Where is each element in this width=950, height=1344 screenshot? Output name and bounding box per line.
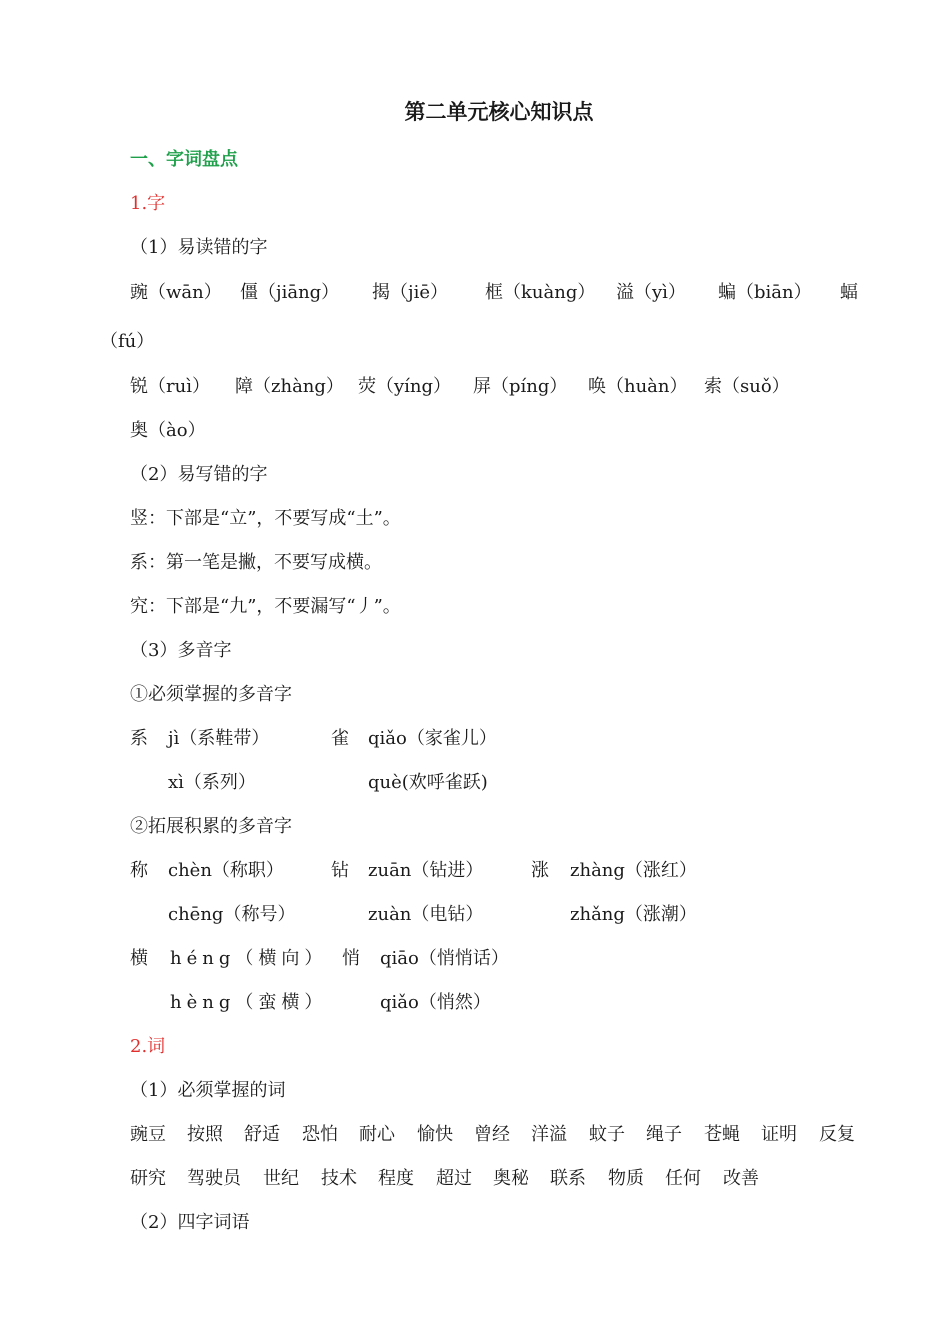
polyphone-reading: zhǎng（涨潮）: [570, 904, 697, 925]
misread-item: 框（kuàng）: [485, 282, 596, 303]
polyphone-reading: hèng（蛮横）: [170, 992, 328, 1013]
word-item: 奥秘: [493, 1168, 529, 1189]
word-item: 按照: [187, 1124, 223, 1145]
label-must-polyphones: ①必须掌握的多音字: [130, 684, 292, 705]
word-item: 苍蝇: [704, 1124, 740, 1145]
polyphone-char: 涨: [531, 860, 549, 881]
misread-item: 锐（ruì）: [130, 376, 210, 397]
polyphone-reading: héng（横向）: [170, 948, 328, 969]
page-title: 第二单元核心知识点: [404, 99, 594, 124]
misread-item: 蝠: [840, 282, 858, 303]
word-item: 恐怕: [302, 1124, 338, 1145]
miswrite-line: 究：下部是“九”，不要漏写“丿”。: [130, 596, 401, 617]
label-easy-miswrite: （2）易写错的字: [130, 464, 268, 485]
polyphone-reading: zuān（钻进）: [368, 860, 484, 881]
label-four-char-words: （2）四字词语: [130, 1212, 250, 1233]
polyphone-reading: qiǎo（悄然）: [380, 992, 491, 1013]
misread-item: 屏（píng）: [473, 376, 568, 397]
word-item: 世纪: [263, 1168, 299, 1189]
word-item: 洋溢: [531, 1124, 567, 1145]
polyphone-reading: qiāo（悄悄话）: [380, 948, 509, 969]
polyphone-reading: jì（系鞋带）: [168, 728, 270, 749]
polyphone-char: 横: [130, 948, 148, 969]
miswrite-line: 竖：下部是“立”，不要写成“土”。: [130, 508, 401, 529]
section-heading-words: 一、字词盘点: [130, 149, 238, 170]
misread-item: 索（suǒ）: [704, 376, 790, 397]
misread-item: 揭（jiē）: [372, 282, 448, 303]
word-item: 愉快: [417, 1124, 453, 1145]
polyphone-reading: què(欢呼雀跃): [368, 772, 488, 793]
polyphone-char: 称: [130, 860, 148, 881]
word-item: 改善: [723, 1168, 759, 1189]
polyphone-char: 钻: [331, 860, 349, 881]
misread-item: 溢（yì）: [616, 282, 686, 303]
misread-item: 豌（wān）: [130, 282, 222, 303]
polyphone-char: 雀: [331, 728, 349, 749]
word-item: 绳子: [646, 1124, 682, 1145]
polyphone-reading: qiǎo（家雀儿）: [368, 728, 497, 749]
polyphone-reading: zhàng（涨红）: [570, 860, 697, 881]
word-item: 驾驶员: [187, 1168, 241, 1189]
label-easy-misread: （1）易读错的字: [130, 237, 268, 258]
misread-row-3: 奥（ào）: [130, 420, 206, 441]
misread-item: 僵（jiāng）: [240, 282, 340, 303]
word-item: 物质: [608, 1168, 644, 1189]
misread-item: 荧（yíng）: [358, 376, 452, 397]
misread-item: 障（zhàng）: [235, 376, 344, 397]
misread-item: 蝙（biān）: [718, 282, 812, 303]
polyphone-reading: xì（系列）: [168, 772, 256, 793]
polyphone-char: 悄: [342, 948, 360, 969]
word-item: 耐心: [359, 1124, 395, 1145]
label-extended-polyphones: ②拓展积累的多音字: [130, 816, 292, 837]
word-item: 技术: [321, 1168, 357, 1189]
subheading-characters: 1.字: [130, 193, 166, 214]
word-item: 任何: [665, 1168, 701, 1189]
polyphone-char: 系: [130, 728, 148, 749]
word-item: 曾经: [474, 1124, 510, 1145]
polyphone-reading: zuàn（电钻）: [368, 904, 484, 925]
polyphone-reading: chēng（称号）: [168, 904, 296, 925]
polyphone-reading: chèn（称职）: [168, 860, 284, 881]
word-item: 联系: [550, 1168, 586, 1189]
miswrite-line: 系：第一笔是撇，不要写成横。: [130, 552, 382, 573]
word-item: 程度: [378, 1168, 414, 1189]
misread-wrap: （fú）: [100, 331, 155, 352]
label-must-words: （1）必须掌握的词: [130, 1080, 286, 1101]
word-item: 超过: [436, 1168, 472, 1189]
word-item: 舒适: [244, 1124, 280, 1145]
word-item: 豌豆: [130, 1124, 166, 1145]
subheading-words: 2.词: [130, 1036, 166, 1057]
label-polyphones: （3）多音字: [130, 640, 232, 661]
word-item: 证明: [761, 1124, 797, 1145]
word-item: 反复: [819, 1124, 855, 1145]
misread-item: 唤（huàn）: [588, 376, 688, 397]
word-item: 蚊子: [589, 1124, 625, 1145]
word-item: 研究: [130, 1168, 166, 1189]
